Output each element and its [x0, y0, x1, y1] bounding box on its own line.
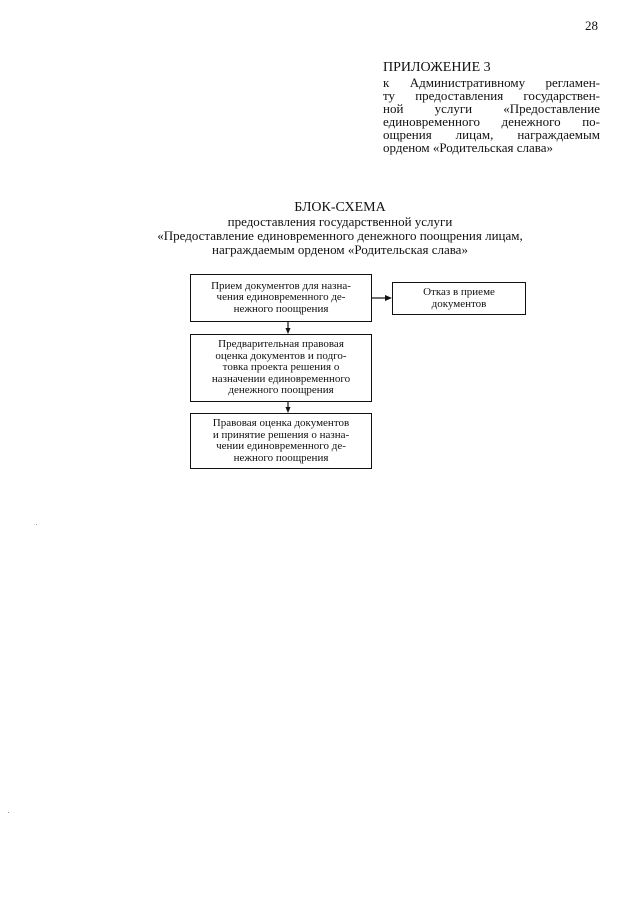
arrowhead-right	[385, 295, 392, 301]
appendix-line: ной услуги «Предоставление	[383, 101, 600, 116]
step-line: товка проекта решения о	[222, 361, 340, 374]
refusal-line: документов	[431, 297, 487, 310]
refusal-box	[392, 282, 526, 315]
step-line: Предварительная правовая	[218, 338, 344, 351]
step-line: чения единовременного де-	[216, 291, 346, 304]
appendix-line: к Административному регламен-	[383, 75, 600, 90]
step-line: назначении единовременного	[211, 372, 351, 385]
appendix-block	[383, 60, 600, 154]
appendix-line: ощрения лицам, награждаемым	[383, 127, 600, 142]
step-line: оценка документов и подго-	[215, 349, 347, 362]
step-line: чении единовременного де-	[216, 440, 346, 452]
page-number: 28	[585, 18, 598, 33]
appendix-line: орденом «Родительская слава»	[383, 140, 554, 155]
step-box-preliminary-review	[190, 334, 372, 402]
flowchart-subtitle-line: предоставления государственной услуги	[227, 214, 453, 229]
flowchart-title: БЛОК-СХЕМА	[294, 200, 386, 215]
flowchart-subtitle-line: награждаемым орденом «Родительская слава»	[212, 242, 468, 257]
step-line: Прием документов для назна-	[211, 279, 351, 292]
appendix-line: единовременного денежного по-	[383, 114, 600, 129]
step-line: нежного поощрения	[233, 451, 329, 464]
step-box-final-decision	[190, 413, 372, 469]
appendix-line: ту предоставления государствен-	[383, 88, 600, 103]
step-line: Правовая оценка документов	[212, 417, 350, 429]
scan-speck	[8, 812, 9, 813]
flowchart-subtitle-line: «Предоставление единовременного денежного поощрения лицам,	[157, 228, 523, 243]
flowchart-heading	[90, 200, 590, 257]
refusal-line: Отказ в приеме	[423, 286, 495, 298]
step-line: и принятие решения о назна-	[212, 428, 350, 441]
scan-speck	[36, 524, 37, 525]
step-line: нежного поощрения	[233, 302, 329, 315]
step-box-document-intake	[190, 274, 372, 322]
step-line: денежного поощрения	[228, 384, 334, 397]
appendix-title: ПРИЛОЖЕНИЕ 3	[383, 60, 491, 75]
